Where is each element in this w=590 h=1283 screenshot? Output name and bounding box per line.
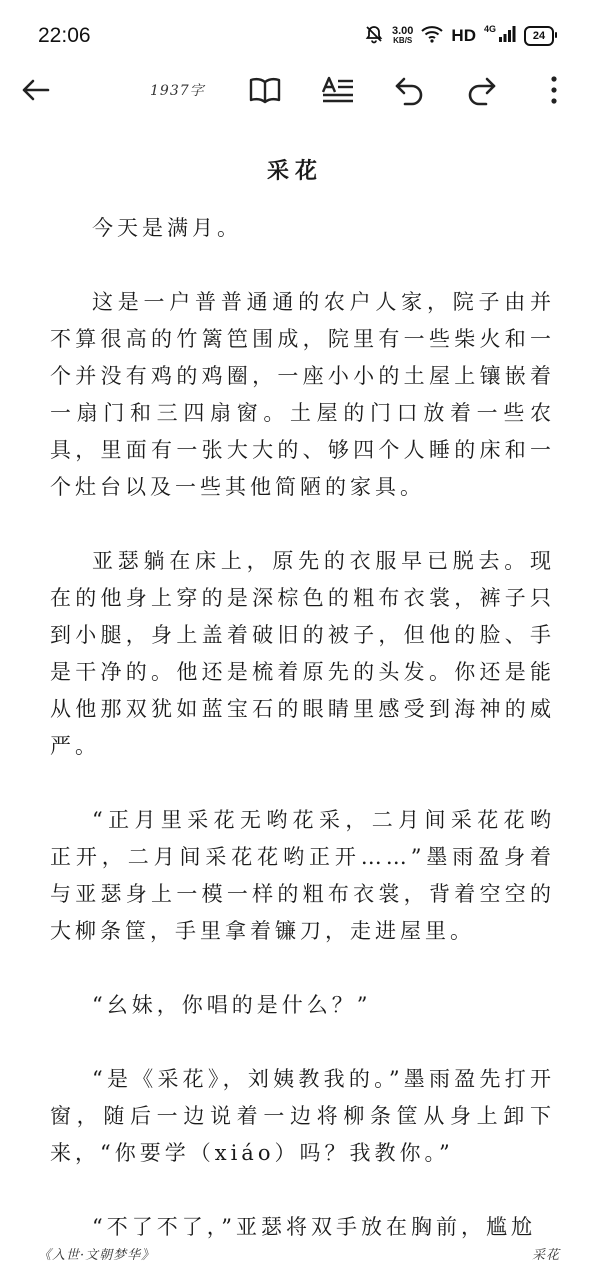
word-count: 1937字 (150, 83, 205, 99)
more-options-icon[interactable] (536, 72, 572, 108)
paragraph: “正月里采花无哟花采，二月间采花花哟正开，二月间采花花哟正开……”墨雨盈身着与亚瑟身上一模一样的粗布衣裳，背着空空的大柳条筐，手里拿着镰刀，走进屋里。 (50, 808, 555, 943)
mute-bell-icon (364, 24, 384, 49)
undo-icon[interactable] (392, 72, 428, 108)
network-speed: 3.00 KB/S (392, 25, 414, 45)
text-format-icon[interactable] (320, 72, 356, 108)
chapter-title: 采花 (266, 158, 323, 184)
paragraph: “是《采花》，刘姨教我的。”墨雨盈先打开窗，随后一边说着一边将柳条筐从身上卸下来，“你要学（xiáo）吗？我教你。” (50, 1067, 555, 1165)
network-type: 4G (483, 24, 496, 34)
paragraph: “不了不了，”亚瑟将双手放在胸前，尴尬 (92, 1215, 536, 1239)
paragraph: “幺妹，你唱的是什么？” (92, 993, 372, 1017)
footer-chapter-name: 采花 (531, 1248, 560, 1263)
footer-book-title: 《入世·文朝梦华》 (38, 1248, 156, 1263)
battery-icon: 24 (524, 26, 554, 46)
paragraph: 今天是满月。 (92, 216, 242, 240)
redo-icon[interactable] (463, 72, 499, 108)
status-time: 22:06 (38, 24, 91, 47)
signal-icon (498, 26, 516, 47)
paragraph: 这是一户普普通通的农户人家，院子由并不算很高的竹篱笆围成，院里有一些柴火和一个并没有鸡的鸡圈，一座小小的土屋上镶嵌着一扇门和三四扇窗。土屋的门口放着一些农具，里面有一张大大的、够四个人睡的床和一个灶台以及一些其他简陋的家具。 (50, 290, 555, 499)
chapter-body (50, 210, 555, 1283)
back-arrow-icon[interactable] (18, 72, 54, 108)
paragraph: 亚瑟躺在床上，原先的衣服早已脱去。现在的他身上穿的是深棕色的粗布衣裳，裤子只到小腿，身上盖着破旧的被子，但他的脸、手是干净的。他还是梳着原先的头发。你还是能从他那双犹如蓝宝石的眼睛里感受到海神的威严。 (50, 549, 555, 758)
wifi-icon (421, 25, 443, 48)
book-icon[interactable] (247, 72, 283, 108)
status-icons (364, 22, 554, 50)
reader-toolbar (0, 62, 590, 118)
hd-label: HD (451, 26, 476, 45)
